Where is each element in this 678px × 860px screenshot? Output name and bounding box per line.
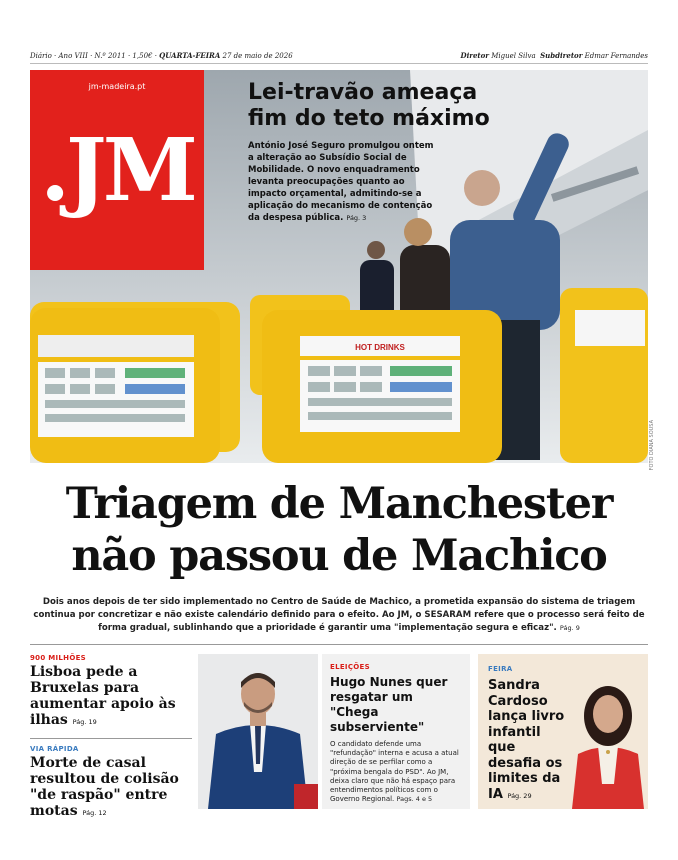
divider	[30, 644, 648, 645]
story-via-rapida[interactable]	[30, 745, 192, 821]
portrait-illustration	[198, 654, 318, 809]
masthead-edition: Diário · Ano VIII · N.º 2011 · 1,50€ ·	[30, 52, 157, 60]
story-headline: Sandra Cardoso lança livro infantil que desafia os limites da IA	[488, 678, 565, 802]
story-page-ref: Pág. 29	[507, 791, 532, 800]
hero-page-ref: Pág. 3	[346, 214, 367, 222]
director-name: Miguel Silva	[491, 52, 536, 60]
hero-summary	[248, 140, 438, 224]
hero-summary-text: António José Seguro promulgou ontem a alteração ao Subsídio Social de Mobilidade. O novo enquadramento levanta preocupações quanto ao impacto orçamental, admitindo-se a aplicação do mecanismo de contenção da despesa pública.	[248, 141, 434, 223]
hero-headline[interactable]: Lei-travão ameaça fim do teto máximo	[248, 80, 490, 131]
story-lisboa[interactable]	[30, 654, 192, 730]
main-page-ref: Pág. 9	[559, 624, 580, 632]
masthead-date: 27 de maio de 2026	[222, 52, 293, 60]
story-text: O candidato defende uma "refundação" interna e acusa a atual direção de se perfilar como a "próxima bengala do PSD". Ao JM, deixa claro que não há espaço para entendimentos políticos com o Governo Regional.	[330, 740, 459, 804]
story-page-ref: Pág. 19	[72, 718, 97, 726]
hot-drinks-sign: HOT DRINKS	[355, 343, 405, 352]
main-headline-line2: não passou de Machico	[71, 531, 607, 581]
story-kicker: 900 MILHÕES	[30, 654, 87, 662]
director-label: Diretor	[460, 51, 489, 60]
story-eleicoes[interactable]	[322, 654, 470, 809]
story-headline: Hugo Nunes quer resgatar um "Chega subserviente"	[330, 675, 448, 734]
subdirector-label: Subdiretor	[540, 51, 583, 60]
story-page-ref: Pags. 4 e 5	[396, 795, 433, 804]
masthead	[30, 49, 648, 64]
story-headline: Morte de casal resultou de colisão "de raspão" entre motas	[30, 755, 179, 819]
jm-logo[interactable]	[30, 70, 204, 270]
logo-text: .JM	[40, 120, 194, 221]
story-kicker: FEIRA	[488, 665, 513, 673]
masthead-weekday: QUARTA-FEIRA	[159, 51, 221, 60]
main-summary	[30, 596, 648, 635]
subdirector-name: Edmar Fernandes	[584, 52, 648, 60]
main-headline[interactable]	[30, 478, 648, 582]
story-divider	[30, 738, 192, 739]
photo-credit: FOTO DIANA SOUSA	[649, 420, 655, 471]
story-kicker: ELEIÇÕES	[330, 663, 370, 671]
site-url: jm-madeira.pt	[88, 82, 146, 91]
main-headline-line1: Triagem de Manchester	[65, 479, 613, 529]
story-list	[30, 654, 192, 821]
story-headline: Lisboa pede a Bruxelas para aumentar apoio às ilhas	[30, 664, 176, 728]
main-summary-text: Dois anos depois de ter sido implementado no Centro de Saúde de Machico, a prometida expansão do sistema de triagem continua por concretizar e não existe calendário definido para o efeito. Ao JM, o SESARAM refere que o processo será feito de forma gradual, sublinhando que a prioridade é garantir uma "implementação segura e eficaz".	[33, 597, 645, 633]
story-feira[interactable]	[478, 654, 648, 809]
story-page-ref: Pág. 12	[82, 809, 107, 817]
sandra-cardoso-photo	[566, 674, 648, 809]
story-kicker: VIA RÁPIDA	[30, 745, 79, 753]
hugo-nunes-photo[interactable]	[198, 654, 318, 809]
